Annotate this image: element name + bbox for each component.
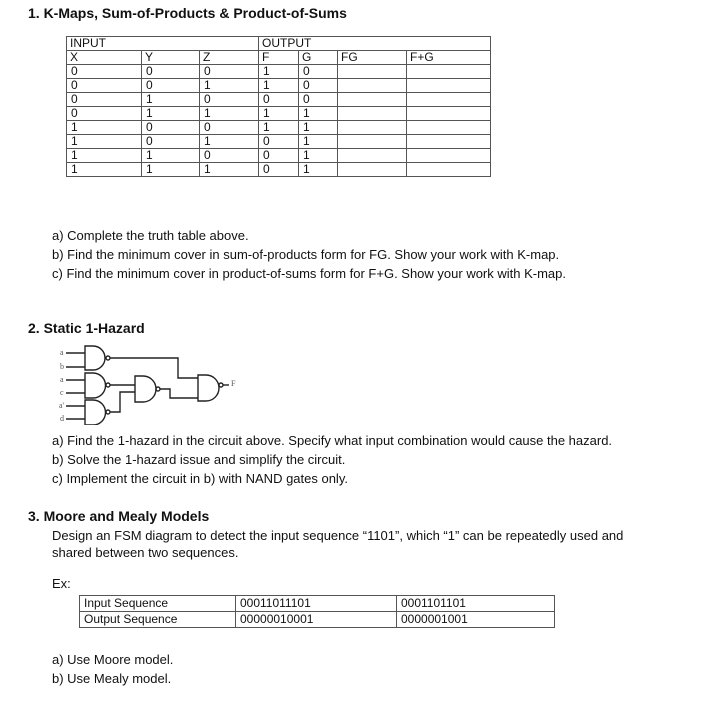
sequence-table-row — [80, 612, 555, 628]
truth-table-cell: 0 — [259, 93, 299, 107]
truth-table-cell: 0 — [259, 163, 299, 177]
section1-item-a: a) Complete the truth table above. — [52, 228, 249, 243]
truth-table-column-header: F+G — [407, 51, 491, 65]
truth-table-cell — [407, 121, 491, 135]
truth-table-cell: 0 — [200, 93, 259, 107]
section3-description-line1: Design an FSM diagram to detect the input sequence “1101”, which “1” can be repeatedly used and — [52, 528, 624, 543]
circuit-label-a: a — [60, 348, 64, 357]
and-gate-3 — [85, 400, 106, 425]
truth-table-cell — [338, 79, 407, 93]
truth-table-input-header: INPUT — [67, 37, 259, 51]
circuit-label-a-prime: a' — [59, 401, 64, 410]
truth-table-cell: 1 — [200, 135, 259, 149]
truth-table-cell: 1 — [299, 107, 338, 121]
sequence-table-cell: 0001101101 — [397, 596, 555, 612]
and-gate-2 — [85, 373, 106, 398]
truth-table-cell: 1 — [259, 79, 299, 93]
truth-table-cell: 0 — [67, 107, 142, 121]
sequence-table-cell: 00000010001 — [236, 612, 397, 628]
section1-item-b: b) Find the minimum cover in sum-of-products form for FG. Show your work with K-map. — [52, 247, 560, 262]
truth-table-cell: 1 — [200, 79, 259, 93]
truth-table-cell: 0 — [299, 93, 338, 107]
sequence-table-cell: 0000001001 — [397, 612, 555, 628]
truth-table-column-header: Z — [200, 51, 259, 65]
truth-table-row — [67, 149, 491, 163]
nand-gate-output — [198, 375, 219, 401]
section3-item-b: b) Use Mealy model. — [52, 671, 172, 686]
truth-table-cell — [338, 121, 407, 135]
truth-table-row — [67, 65, 491, 79]
truth-table-cell: 1 — [259, 107, 299, 121]
circuit-label-b: b — [60, 362, 64, 371]
hazard-circuit-diagram — [55, 340, 255, 425]
truth-table-cell — [407, 163, 491, 177]
circuit-label-d: d — [60, 414, 64, 423]
sequence-table-row — [80, 596, 555, 612]
example-label: Ex: — [52, 576, 71, 591]
truth-table-cell — [338, 163, 407, 177]
truth-table-cell: 1 — [299, 121, 338, 135]
truth-table-cell: 0 — [299, 79, 338, 93]
section3-item-a: a) Use Moore model. — [52, 652, 174, 667]
truth-table-cell: 1 — [142, 93, 200, 107]
truth-table-cell: 1 — [67, 163, 142, 177]
truth-table-row — [67, 79, 491, 93]
truth-table-cell — [407, 93, 491, 107]
truth-table-cell: 0 — [67, 79, 142, 93]
truth-table-cell — [407, 79, 491, 93]
truth-table-cell: 0 — [67, 93, 142, 107]
truth-table-cell: 1 — [259, 121, 299, 135]
truth-table-cell: 1 — [299, 135, 338, 149]
truth-table-cell: 1 — [142, 149, 200, 163]
truth-table-cell: 0 — [259, 135, 299, 149]
truth-table-cell — [338, 93, 407, 107]
circuit-label-a2: a — [60, 375, 64, 384]
truth-table-cell — [338, 135, 407, 149]
truth-table-cell: 1 — [299, 149, 338, 163]
truth-table-output-header: OUTPUT — [259, 37, 491, 51]
truth-table-cell — [407, 107, 491, 121]
sequence-table — [79, 595, 555, 628]
and-gate-1 — [85, 346, 105, 370]
section1-heading: 1. K-Maps, Sum-of-Products & Product-of-Sums — [28, 5, 347, 21]
truth-table-column-headers — [67, 51, 491, 65]
section3-description-line2: shared between two sequences. — [52, 545, 239, 560]
truth-table-row — [67, 163, 491, 177]
truth-table-cell: 0 — [200, 65, 259, 79]
section2-item-b: b) Solve the 1-hazard issue and simplify the circuit. — [52, 452, 346, 467]
truth-table-cell: 0 — [142, 121, 200, 135]
truth-table-cell: 1 — [299, 163, 338, 177]
truth-table-cell: 0 — [142, 135, 200, 149]
truth-table-cell — [338, 107, 407, 121]
truth-table-cell: 0 — [259, 149, 299, 163]
truth-table-column-header: G — [299, 51, 338, 65]
truth-table-cell — [338, 149, 407, 163]
truth-table-cell: 1 — [259, 65, 299, 79]
and-gate-4 — [135, 376, 156, 402]
truth-table-cell: 0 — [67, 65, 142, 79]
section2-item-c: c) Implement the circuit in b) with NAND gates only. — [52, 471, 348, 486]
section2-item-a: a) Find the 1-hazard in the circuit above. Specify what input combination would cause the hazard. — [52, 433, 613, 448]
section3-heading: 3. Moore and Mealy Models — [28, 508, 210, 524]
section1-item-c: c) Find the minimum cover in product-of-sums form for F+G. Show your work with K-map. — [52, 266, 567, 281]
circuit-label-f: F — [231, 379, 236, 388]
truth-table-cell: 1 — [200, 163, 259, 177]
truth-table-row — [67, 121, 491, 135]
truth-table-cell: 0 — [142, 65, 200, 79]
truth-table-column-header: X — [67, 51, 142, 65]
truth-table-row — [67, 93, 491, 107]
truth-table-row — [67, 135, 491, 149]
truth-table-cell — [407, 65, 491, 79]
truth-table-cell — [407, 149, 491, 163]
truth-table-column-header: F — [259, 51, 299, 65]
truth-table-cell — [407, 135, 491, 149]
truth-table-cell: 0 — [200, 149, 259, 163]
truth-table-cell: 1 — [142, 107, 200, 121]
sequence-table-cell: Input Sequence — [80, 596, 236, 612]
sequence-table-cell: Output Sequence — [80, 612, 236, 628]
truth-table-cell: 1 — [67, 135, 142, 149]
truth-table-cell: 1 — [200, 107, 259, 121]
truth-table-cell: 0 — [299, 65, 338, 79]
truth-table-row — [67, 107, 491, 121]
circuit-label-c: c — [60, 388, 64, 397]
section2-heading: 2. Static 1-Hazard — [28, 320, 145, 336]
truth-table-cell: 1 — [67, 149, 142, 163]
sequence-table-cell: 00011011101 — [236, 596, 397, 612]
truth-table — [66, 36, 491, 177]
truth-table-column-header: FG — [338, 51, 407, 65]
truth-table-cell: 0 — [142, 79, 200, 93]
truth-table-cell: 1 — [142, 163, 200, 177]
truth-table-cell — [338, 65, 407, 79]
truth-table-cell: 0 — [200, 121, 259, 135]
truth-table-column-header: Y — [142, 51, 200, 65]
truth-table-cell: 1 — [67, 121, 142, 135]
